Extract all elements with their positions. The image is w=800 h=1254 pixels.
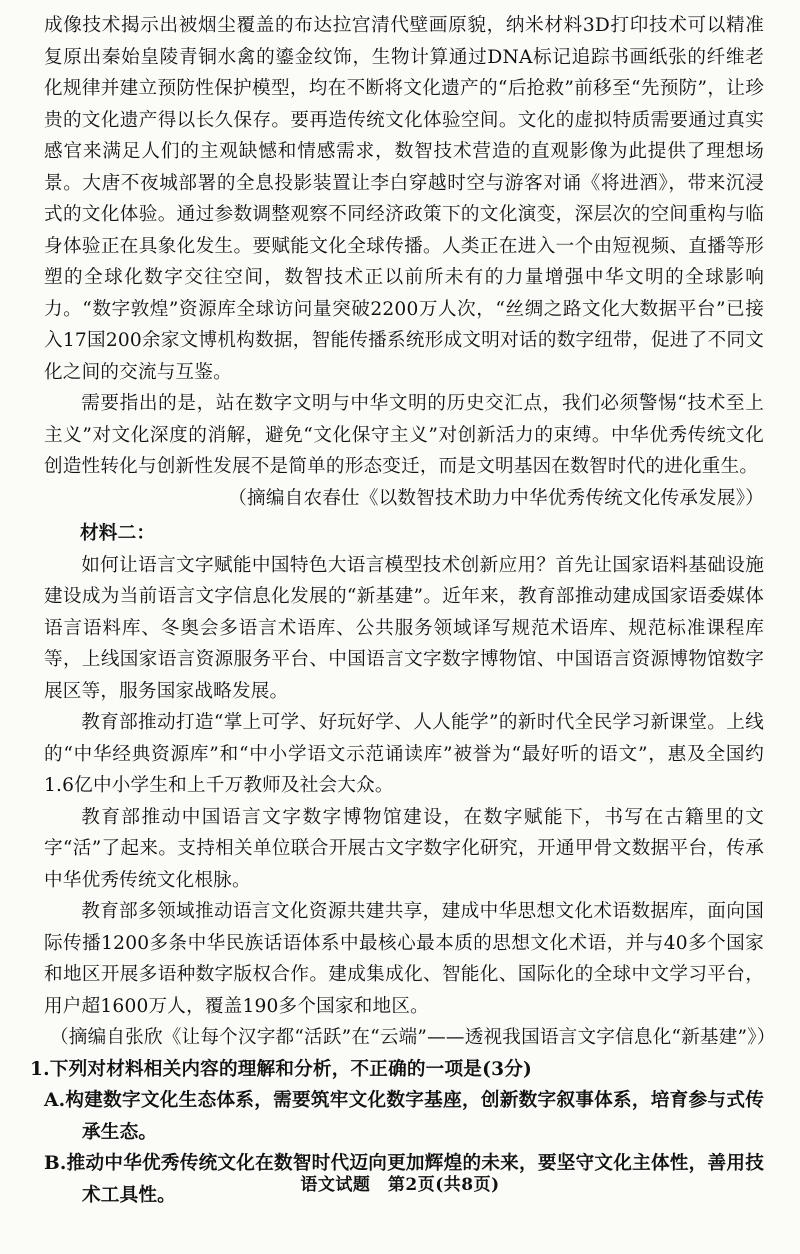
material-one-paragraph-2: 需要指出的是，站在数字文明与中华文明的历史交汇点，我们必须警惕“技术至上主义”对文化深度的消解，避免“文化保守主义”对创新活力的束缚。中华优秀传统文化创造性转化与创新性发展不是简单的形态变迁，而是文明基因在数智时代的进化重生。 (44, 393, 764, 477)
question-1-stem: 1.下列对材料相关内容的理解和分析，不正确的一项是(3分) (30, 1058, 532, 1080)
material-one-source: （摘编自农春仕《以数智技术助力中华优秀传统文化传承发展》） (228, 487, 764, 509)
material-one-paragraph-continued: 成像技术揭示出被烟尘覆盖的布达拉宫清代壁画原貌，纳米材料3D打印技术可以精准复原出秦始皇陵青铜水禽的鎏金纹饰，生物计算通过DNA标记追踪书画纸张的纤维老化规律并建立预防性保护模型，均在不断将文化遗产的“后抢救”前移至“先预防”，让珍贵的文化遗产得以长久保存。要再造传统文化体验空间。文化的虚拟特质需要通过真实感官来满足人们的主观缺憾和情感需求，数智技术营造的直观影像为此提供了理想场景。大唐不夜城部署的全息投影装置让李白穿越时空与游客对诵《将进酒》，带来沉浸式的文化体验。通过参数调整观察不同经济政策下的文化演变，深层次的空间重构与临身体验正在具象化发生。要赋能文化全球传播。人类正在进入一个由短视频、直播等形塑的全球化数字交往空间，数智技术正以前所未有的力量增强中华文明的全球影响力。“数字敦煌”资源库全球访问量突破2200万人次，“丝绸之路文化大数据平台”已接入17国200余家文博机构数据，智能传播系统形成文明对话的数字纽带，促进了不同文化之间的交流与互鉴。 (44, 15, 764, 383)
material-two-heading: 材料二： (80, 523, 156, 544)
page-footer: 语文试题 第2页(共8页) (300, 1175, 500, 1195)
material-two-paragraph-4: 教育部多领域推动语言文化资源共建共享，建成中华思想文化术语数据库，面向国际传播1200多条中华民族话语体系中最核心最本质的思想文化术语，并与40多个国家和地区开展多语种数字版权合作。建成集成化、智能化、国际化的全球中文学习平台，用户超1600万人，覆盖190多个国家和地区。 (44, 901, 764, 1017)
page-content (30, 10, 776, 1211)
question-1-option-b: B.推动中华优秀传统文化在数智时代迈向更加辉煌的未来，要坚守文化主体性，善用技术工具性。 (44, 1153, 764, 1206)
material-two-source: （摘编自张欣《让每个汉字都“活跃”在“云端”——透视我国语言文字信息化“新基建”》） (50, 1027, 776, 1048)
question-1-option-a: A.构建数字文化生态体系，需要筑牢文化数字基座，创新数字叙事体系，培育参与式传承生态。 (44, 1090, 764, 1143)
material-two-paragraph-3: 教育部推动中国语言文字数字博物馆建设，在数字赋能下，书写在古籍里的文字“活”了起来。支持相关单位联合开展古文字数字化研究，开通甲骨文数据平台，传承中华优秀传统文化根脉。 (44, 806, 764, 891)
material-two-paragraph-2: 教育部推动打造“掌上可学、好玩好学、人人能学”的新时代全民学习新课堂。上线的“中华经典资源库”和“中小学语文示范诵读库”被誉为“最好听的语文”，惠及全国约1.6亿中小学生和上千万教师及社会大众。 (44, 712, 764, 796)
material-two-paragraph-1: 如何让语言文字赋能中国特色大语言模型技术创新应用？首先让国家语料基础设施建设成为当前语言文字信息化发展的“新基建”。近年来，教育部推动建成国家语委媒体语言语料库、冬奥会多语言术语库、公共服务领域译写规范术语库、规范标准课程库等，上线国家语言资源服务平台、中国语言文字数字博物馆、中国语言资源博物馆数字展区等，服务国家战略发展。 (44, 554, 764, 702)
